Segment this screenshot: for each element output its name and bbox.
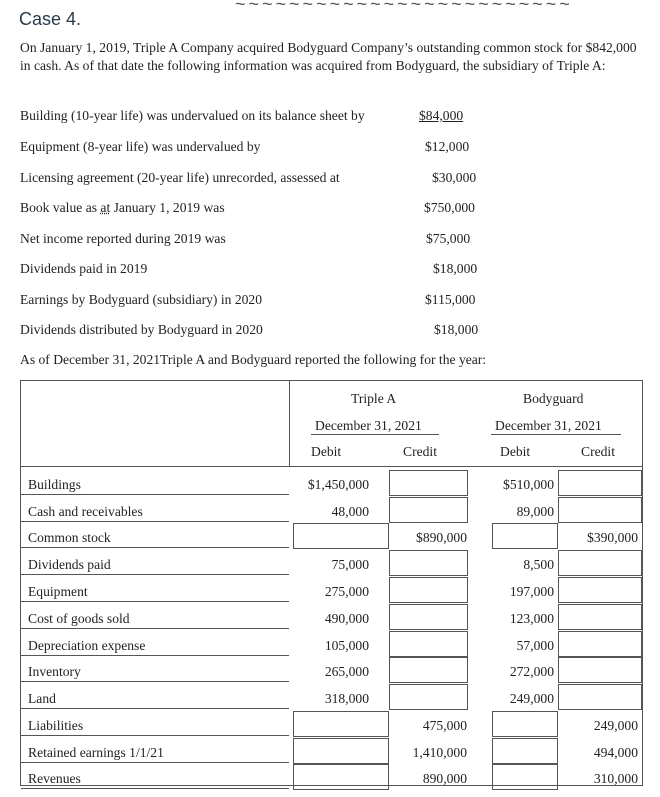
a-debit-value: 75,000: [331, 557, 369, 572]
b-debit-value: 249,000: [509, 691, 554, 706]
as-of-statement: As of December 31, 2021Triple A and Bodyguard reported the following for the year:: [20, 352, 487, 367]
info-label: Earnings by Bodyguard (subsidiary) in 2020: [20, 292, 263, 307]
date-b-underline: [491, 434, 621, 435]
a-credit-value: 890,000: [422, 771, 467, 786]
row-rule: [21, 788, 289, 789]
info-row-equipment: [20, 139, 620, 159]
a-debit-header: Debit: [311, 444, 342, 459]
row-rule: [21, 628, 289, 629]
row-rule: [21, 655, 289, 656]
table-row: [21, 657, 642, 683]
b-debit-value: 197,000: [509, 584, 554, 599]
b-debit-header: Debit: [500, 444, 531, 459]
info-label: Licensing agreement (20-year life) unrecorded, assessed at: [20, 170, 340, 185]
table-row: [21, 604, 642, 630]
a-credit-header: Credit: [403, 444, 437, 459]
info-value: $12,000: [425, 139, 470, 154]
empty-cell: [389, 631, 468, 657]
table-row: [21, 711, 642, 737]
b-debit-value: 8,500: [523, 557, 554, 572]
account-name: Revenues: [28, 771, 81, 786]
row-rule: [21, 494, 289, 495]
a-debit-value: 275,000: [324, 584, 369, 599]
b-credit-value: 494,000: [593, 745, 638, 760]
info-row-building: [20, 108, 620, 128]
b-debit-value: 89,000: [516, 504, 554, 519]
empty-cell: [558, 631, 642, 657]
empty-cell: [293, 738, 389, 764]
a-debit-value: $1,450,000: [307, 477, 369, 492]
row-rule: [21, 708, 289, 709]
a-credit-value: 475,000: [422, 718, 467, 733]
account-name: Cash and receivables: [28, 504, 143, 519]
empty-cell: [492, 523, 558, 549]
table-row: [21, 631, 642, 657]
empty-cell: [492, 711, 558, 737]
info-label: Dividends distributed by Bodyguard in 2020: [20, 322, 263, 337]
account-name: Dividends paid: [28, 557, 111, 572]
empty-cell: [558, 577, 642, 603]
account-name: Liabilities: [28, 718, 84, 733]
empty-cell: [389, 470, 468, 496]
a-credit-value: 1,410,000: [412, 745, 467, 760]
info-row-dividends-2020: [20, 322, 620, 342]
empty-cell: [389, 577, 468, 603]
row-rule: [21, 762, 289, 763]
table-row: [21, 738, 642, 764]
info-label: Book value as at January 1, 2019 was: [20, 200, 225, 215]
trial-balance-table: [20, 380, 643, 786]
company-b-header: Bodyguard: [523, 391, 584, 406]
b-debit-value: 57,000: [516, 638, 554, 653]
b-credit-value: $390,000: [587, 530, 638, 545]
empty-cell: [389, 550, 468, 576]
a-credit-value: $890,000: [416, 530, 467, 545]
info-label: Net income reported during 2019 was: [20, 231, 226, 246]
a-debit-value: 490,000: [324, 611, 369, 626]
info-value: $115,000: [425, 292, 476, 307]
intro-paragraph: On January 1, 2019, Triple A Company acquired Bodyguard Company’s outstanding common stock for $842,000 in cash. As of that date the following information was acquired from Bodyguard, the subsidiary of Triple A:: [20, 40, 637, 73]
b-credit-header: Credit: [581, 444, 615, 459]
account-name: Buildings: [28, 477, 81, 492]
row-rule: [21, 574, 289, 575]
table-row: [21, 550, 642, 576]
empty-cell: [492, 764, 558, 790]
row-rule: [21, 547, 289, 548]
table-row: [21, 497, 642, 523]
info-value: $18,000: [433, 261, 478, 276]
table-row: [21, 470, 642, 496]
header-bottom-rule: [21, 466, 642, 467]
row-rule: [21, 601, 289, 602]
header-blank-cell: [21, 381, 290, 466]
date-a-underline: [311, 434, 439, 435]
table-row: [21, 684, 642, 710]
table-row: [21, 577, 642, 603]
a-debit-value: 318,000: [324, 691, 369, 706]
empty-cell: [389, 604, 468, 630]
empty-cell: [293, 523, 389, 549]
account-name: Retained earnings 1/1/21: [28, 745, 164, 760]
b-credit-value: 310,000: [593, 771, 638, 786]
empty-cell: [389, 497, 468, 523]
account-name: Land: [28, 691, 56, 706]
empty-cell: [558, 497, 642, 523]
info-row-earnings-2020: [20, 292, 620, 312]
empty-cell: [558, 604, 642, 630]
table-row: [21, 764, 642, 790]
cropped-heading-fragment: ~~~~~~~~~~~~~~~~~~~~~~~~~: [235, 0, 573, 14]
info-value: $30,000: [432, 170, 477, 185]
empty-cell: [492, 738, 558, 764]
b-debit-value: $510,000: [503, 477, 554, 492]
info-value: $750,000: [424, 200, 475, 215]
info-label: Dividends paid in 2019: [20, 261, 148, 276]
empty-cell: [389, 684, 468, 710]
date-b-header: December 31, 2021: [495, 418, 602, 433]
case-title: Case 4.: [19, 9, 82, 29]
info-label: Building (10-year life) was undervalued on its balance sheet by: [20, 108, 365, 123]
info-row-dividends-2019: [20, 261, 620, 281]
empty-cell: [558, 684, 642, 710]
row-rule: [21, 681, 289, 682]
info-row-book-value: [20, 200, 620, 220]
row-rule: [21, 521, 289, 522]
info-row-licensing: [20, 170, 620, 190]
account-name: Common stock: [28, 530, 111, 545]
empty-cell: [558, 657, 642, 683]
b-debit-value: 272,000: [509, 664, 554, 679]
empty-cell: [558, 550, 642, 576]
account-name: Inventory: [28, 664, 81, 679]
a-debit-value: 265,000: [324, 664, 369, 679]
empty-cell: [558, 470, 642, 496]
empty-cell: [293, 711, 389, 737]
info-value: $84,000: [419, 108, 464, 123]
date-a-header: December 31, 2021: [315, 418, 422, 433]
a-debit-value: 105,000: [324, 638, 369, 653]
account-name: Equipment: [28, 584, 88, 599]
info-value: $18,000: [434, 322, 479, 337]
empty-cell: [293, 764, 389, 790]
info-value: $75,000: [426, 231, 471, 246]
company-a-header: Triple A: [351, 391, 397, 406]
row-rule: [21, 735, 289, 736]
b-debit-value: 123,000: [509, 611, 554, 626]
table-row: [21, 523, 642, 549]
empty-cell: [389, 657, 468, 683]
info-label: Equipment (8-year life) was undervalued by: [20, 139, 261, 154]
b-credit-value: 249,000: [593, 718, 638, 733]
a-debit-value: 48,000: [331, 504, 369, 519]
info-row-net-income: [20, 231, 620, 251]
account-name: Depreciation expense: [28, 638, 146, 653]
account-name: Cost of goods sold: [28, 611, 130, 626]
